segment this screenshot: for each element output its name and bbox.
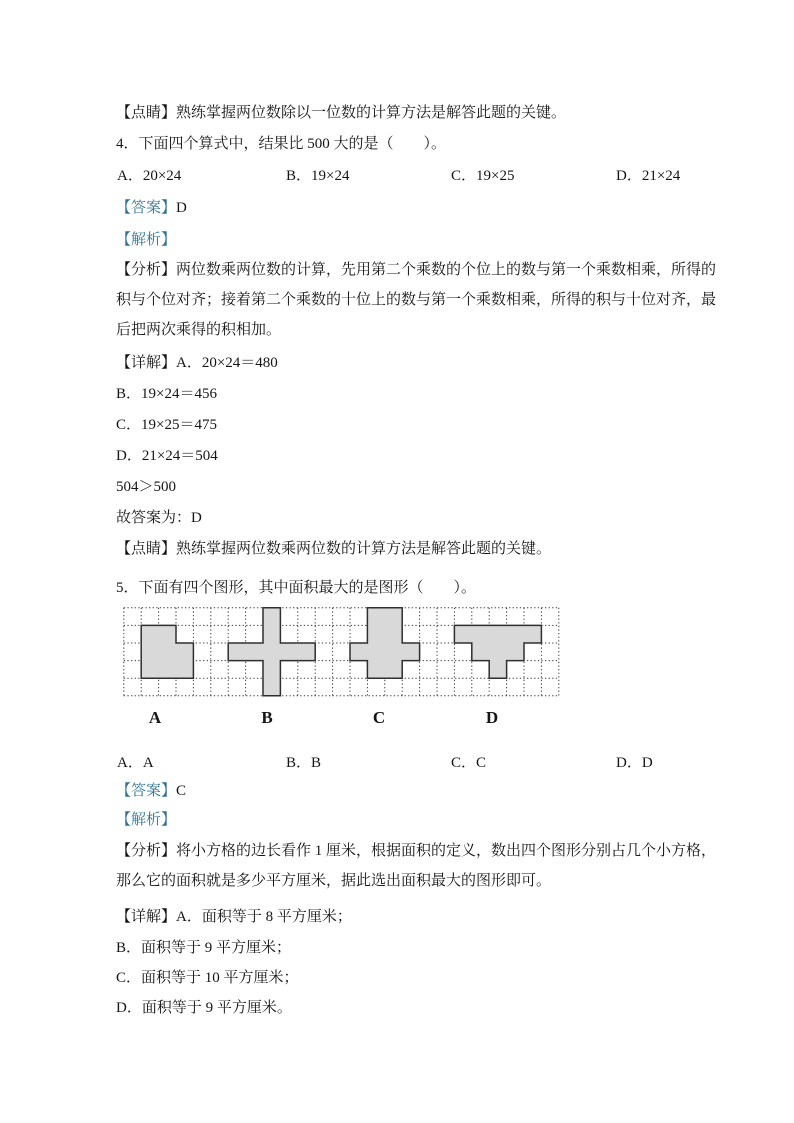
q4-pointer-line — [116, 539, 551, 559]
figure-label-b: B — [261, 708, 273, 727]
analysis-text: 两位数乘两位数的计算，先用第二个乘数的个位上的数与第一个乘数相乘，所得的 — [176, 262, 717, 278]
option-label: D． — [616, 755, 642, 771]
q5-detail-line-c — [116, 968, 299, 988]
detail-text: B．面积等于 9 平方厘米； — [116, 940, 292, 956]
q4-analysis-line-2 — [116, 290, 716, 310]
q4-option-b — [286, 166, 349, 186]
q5-option-a — [117, 753, 154, 773]
q4-detail-comparison — [116, 477, 176, 497]
answer-value: C — [176, 783, 187, 799]
q4-stem-text: 4．下面四个算式中，结果比 500 大的是（ ）。 — [116, 136, 447, 152]
option-value: C — [476, 755, 487, 771]
pointer-text: 熟练掌握两位数除以一位数的计算方法是解答此题的关键。 — [176, 105, 567, 121]
analysis-heading-marker: 【解析】 — [116, 812, 177, 828]
q4-answer-line — [116, 198, 187, 218]
q4-analysis-line-1 — [116, 260, 716, 280]
q5-detail-line-d — [116, 998, 292, 1018]
detail-text: D．21×24＝504 — [116, 448, 218, 464]
q5-figure-labels — [0, 708, 794, 728]
pointer-marker: 【点睛】 — [116, 541, 177, 557]
q4-option-c — [451, 166, 514, 186]
analysis-marker: 【分析】 — [116, 262, 177, 278]
option-label: D． — [616, 168, 642, 184]
detail-text: 故答案为：D — [116, 510, 202, 526]
analysis-marker: 【分析】 — [116, 843, 177, 859]
option-value: 21×24 — [641, 168, 681, 184]
option-label: B． — [286, 755, 312, 771]
answer-marker: 【答案】 — [116, 200, 177, 216]
q5-analysis-line-2 — [116, 871, 551, 891]
q5-detail-line-a — [116, 907, 352, 927]
analysis-text: 后把两次乘得的积相加。 — [116, 322, 282, 338]
figure-shape-C — [350, 608, 420, 678]
detail-marker: 【详解】 — [116, 355, 177, 371]
analysis-heading-marker: 【解析】 — [116, 232, 177, 248]
option-value: B — [311, 755, 322, 771]
q5-options-row — [0, 753, 794, 773]
option-value: A — [142, 755, 154, 771]
detail-text: 504＞500 — [116, 479, 177, 495]
detail-marker: 【详解】 — [116, 909, 177, 925]
option-label: C． — [451, 755, 477, 771]
q4-options-row — [0, 166, 794, 186]
detail-text: D．面积等于 9 平方厘米。 — [116, 1000, 292, 1016]
q5-detail-line-b — [116, 938, 291, 958]
option-label: B． — [286, 168, 312, 184]
figure-shape-D — [454, 625, 541, 678]
q4-option-d — [616, 166, 680, 186]
prev-question-pointer-line — [116, 103, 566, 123]
option-value: D — [641, 755, 653, 771]
analysis-text: 将小方格的边长看作 1 厘米，根据面积的定义，数出四个图形分别占几个小方格， — [176, 843, 717, 859]
detail-text: B．19×24＝456 — [116, 386, 217, 402]
figure-label-c: C — [372, 708, 386, 727]
q4-analysis-line-3 — [116, 320, 281, 340]
figure-shape-B — [228, 608, 315, 696]
q5-analysis-line-1 — [116, 841, 716, 861]
figure-label-a: A — [148, 708, 162, 727]
pointer-marker: 【点睛】 — [116, 105, 177, 121]
figure-shape-A — [141, 625, 193, 678]
detail-text: C．19×25＝475 — [116, 417, 217, 433]
q4-detail-line-b — [116, 384, 217, 404]
answer-value: D — [176, 200, 187, 216]
q5-option-b — [286, 753, 321, 773]
q4-stem — [116, 134, 446, 154]
detail-text: A．面积等于 8 平方厘米； — [176, 909, 352, 925]
figure-label-d: D — [485, 708, 499, 727]
option-value: 20×24 — [142, 168, 182, 184]
option-value: 19×25 — [476, 168, 515, 184]
option-label: A． — [117, 168, 143, 184]
q5-analysis-heading — [116, 810, 176, 830]
q5-stem-text: 5．下面有四个图形，其中面积最大的是图形（ ）。 — [116, 580, 477, 596]
q4-detail-line-c — [116, 415, 217, 435]
option-label: A． — [117, 755, 143, 771]
q4-detail-line-d — [116, 446, 218, 466]
detail-text: C．面积等于 10 平方厘米； — [116, 970, 299, 986]
q5-option-d — [616, 753, 653, 773]
option-label: C． — [451, 168, 477, 184]
q5-grid-figure — [123, 607, 560, 697]
q5-option-c — [451, 753, 486, 773]
q4-option-a — [117, 166, 181, 186]
q4-detail-line-a — [116, 353, 278, 373]
q4-analysis-heading — [116, 230, 176, 250]
detail-text: A．20×24＝480 — [176, 355, 278, 371]
option-value: 19×24 — [311, 168, 350, 184]
q5-answer-line — [116, 781, 186, 801]
q4-detail-conclusion — [116, 508, 202, 528]
analysis-text: 那么它的面积就是多少平方厘米，据此选出面积最大的图形即可。 — [116, 873, 552, 889]
answer-marker: 【答案】 — [116, 783, 177, 799]
pointer-text: 熟练掌握两位数乘两位数的计算方法是解答此题的关键。 — [176, 541, 552, 557]
q5-stem — [116, 578, 476, 598]
analysis-text: 积与个位对齐；接着第二个乘数的十位上的数与第一个乘数相乘，所得的积与十位对齐，最 — [116, 292, 717, 308]
